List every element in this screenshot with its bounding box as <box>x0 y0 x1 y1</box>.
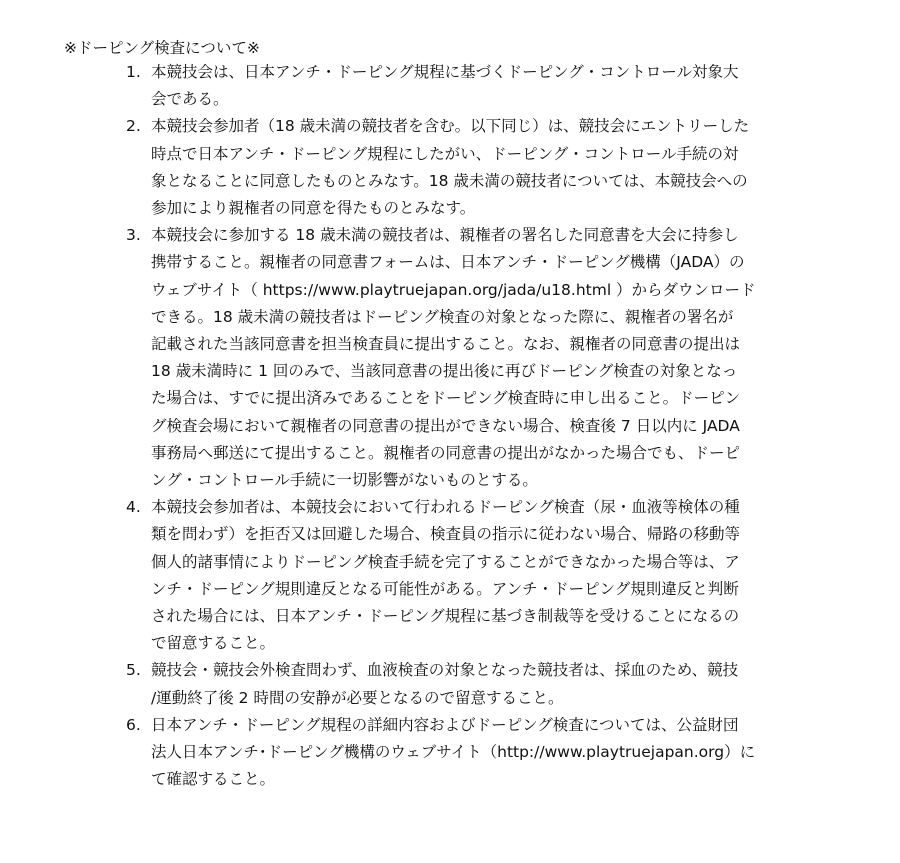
clause-line: 参加により親権者の同意を得たものとみなす。 <box>151 199 476 218</box>
clause-text <box>151 494 791 657</box>
clause-line: 競技会・競技会外検査問わず、血液検査の対象となった競技者は、採血のため、競技 <box>151 661 739 680</box>
clause-number: 6. <box>126 715 141 734</box>
clause-6 <box>0 712 900 794</box>
clause-line: 象となることに同意したものとみなす。18 歳未満の競技者については、本競技会への <box>151 171 748 190</box>
clause-line: できる。18 歳未満の競技者はドーピング検査の対象となった際に、親権者の署名が <box>151 307 734 326</box>
clause-line: た場合は、すでに提出済みであることをドーピング検査時に申し出ること。ドーピン <box>151 389 741 408</box>
clause-line: 本競技会参加者（18 歳未満の競技者を含む。以下同じ）は、競技会にエントリーした <box>151 117 750 136</box>
clause-number: 5. <box>126 661 141 680</box>
clause-line: 個人的諸事情によりドーピング検査手続を完了することができなかった場合等は、ア <box>151 552 740 571</box>
clause-text <box>151 657 791 711</box>
clause-line: /運動終了後 2 時間の安静が必要となるので留意すること。 <box>151 688 564 707</box>
clause-line: て確認すること。 <box>151 770 276 789</box>
clause-text <box>151 59 791 113</box>
clause-text <box>151 222 791 494</box>
clause-number: 3. <box>126 226 141 245</box>
clause-text <box>151 712 791 794</box>
clause-1 <box>0 59 900 113</box>
clause-4 <box>0 494 900 657</box>
clause-line: 18 歳未満時に 1 回のみで、当該同意書の提出後に再びドーピング検査の対象となっ <box>151 362 738 381</box>
clause-line: ンチ・ドーピング規則違反となる可能性がある。アンチ・ドーピング規則違反と判断 <box>151 579 739 598</box>
clause-text <box>151 113 791 222</box>
clause-3 <box>0 222 900 494</box>
clause-line-url: ウェブサイト（ https://www.playtruejapan.org/jada/u18.html ）からダウンロード <box>151 280 756 299</box>
clause-5 <box>0 657 900 711</box>
clause-line: 事務局へ郵送にて提出すること。親権者の同意書の提出がなかった場合でも、ドーピ <box>151 443 741 462</box>
clause-line: 本競技会参加者は、本競技会において行われるドーピング検査（尿・血液等検体の種 <box>151 498 740 517</box>
clause-line: 類を問わず）を拒否又は回避した場合、検査員の指示に従わない場合、帰路の移動等 <box>151 525 741 544</box>
clause-line: された場合には、日本アンチ・ドーピング規程に基づき制裁等を受けることになるの <box>151 607 740 626</box>
clause-line-url: 法人日本アンチ･ドーピング機構のウェブサイト（http://www.playtruejapan.org）に <box>151 743 756 762</box>
clause-line: 携帯すること。親権者の同意書フォームは、日本アンチ・ドーピング機構（JADA）の <box>151 253 745 272</box>
clause-line: で留意すること。 <box>151 634 276 653</box>
clause-2 <box>0 113 900 222</box>
clause-list <box>0 59 900 793</box>
clause-line: ング・コントロール手続に一切影響がないものとする。 <box>151 471 538 490</box>
clause-number: 4. <box>126 498 141 517</box>
clause-line: グ検査会場において親権者の同意書の提出ができない場合、検査後 7 日以内に JADA <box>151 416 740 435</box>
clause-line: 記載された当該同意書を担当検査員に提出すること。なお、親権者の同意書の提出は <box>151 335 741 354</box>
clause-line: 日本アンチ・ドーピング規程の詳細内容およびドーピング検査については、公益財団 <box>151 715 739 734</box>
clause-number: 2. <box>126 117 141 136</box>
clause-line: 本競技会に参加する 18 歳未満の競技者は、親権者の署名した同意書を大会に持参し <box>151 226 739 245</box>
doc-heading: ※ドーピング検査について※ <box>64 39 260 57</box>
clause-line: 会である。 <box>151 90 229 109</box>
clause-line: 本競技会は、日本アンチ・ドーピング規程に基づくドーピング・コントロール対象大 <box>151 63 739 81</box>
clause-line: 時点で日本アンチ・ドーピング規程にしたがい、ドーピング・コントロール手続の対 <box>151 144 739 163</box>
clause-number: 1. <box>126 63 141 81</box>
